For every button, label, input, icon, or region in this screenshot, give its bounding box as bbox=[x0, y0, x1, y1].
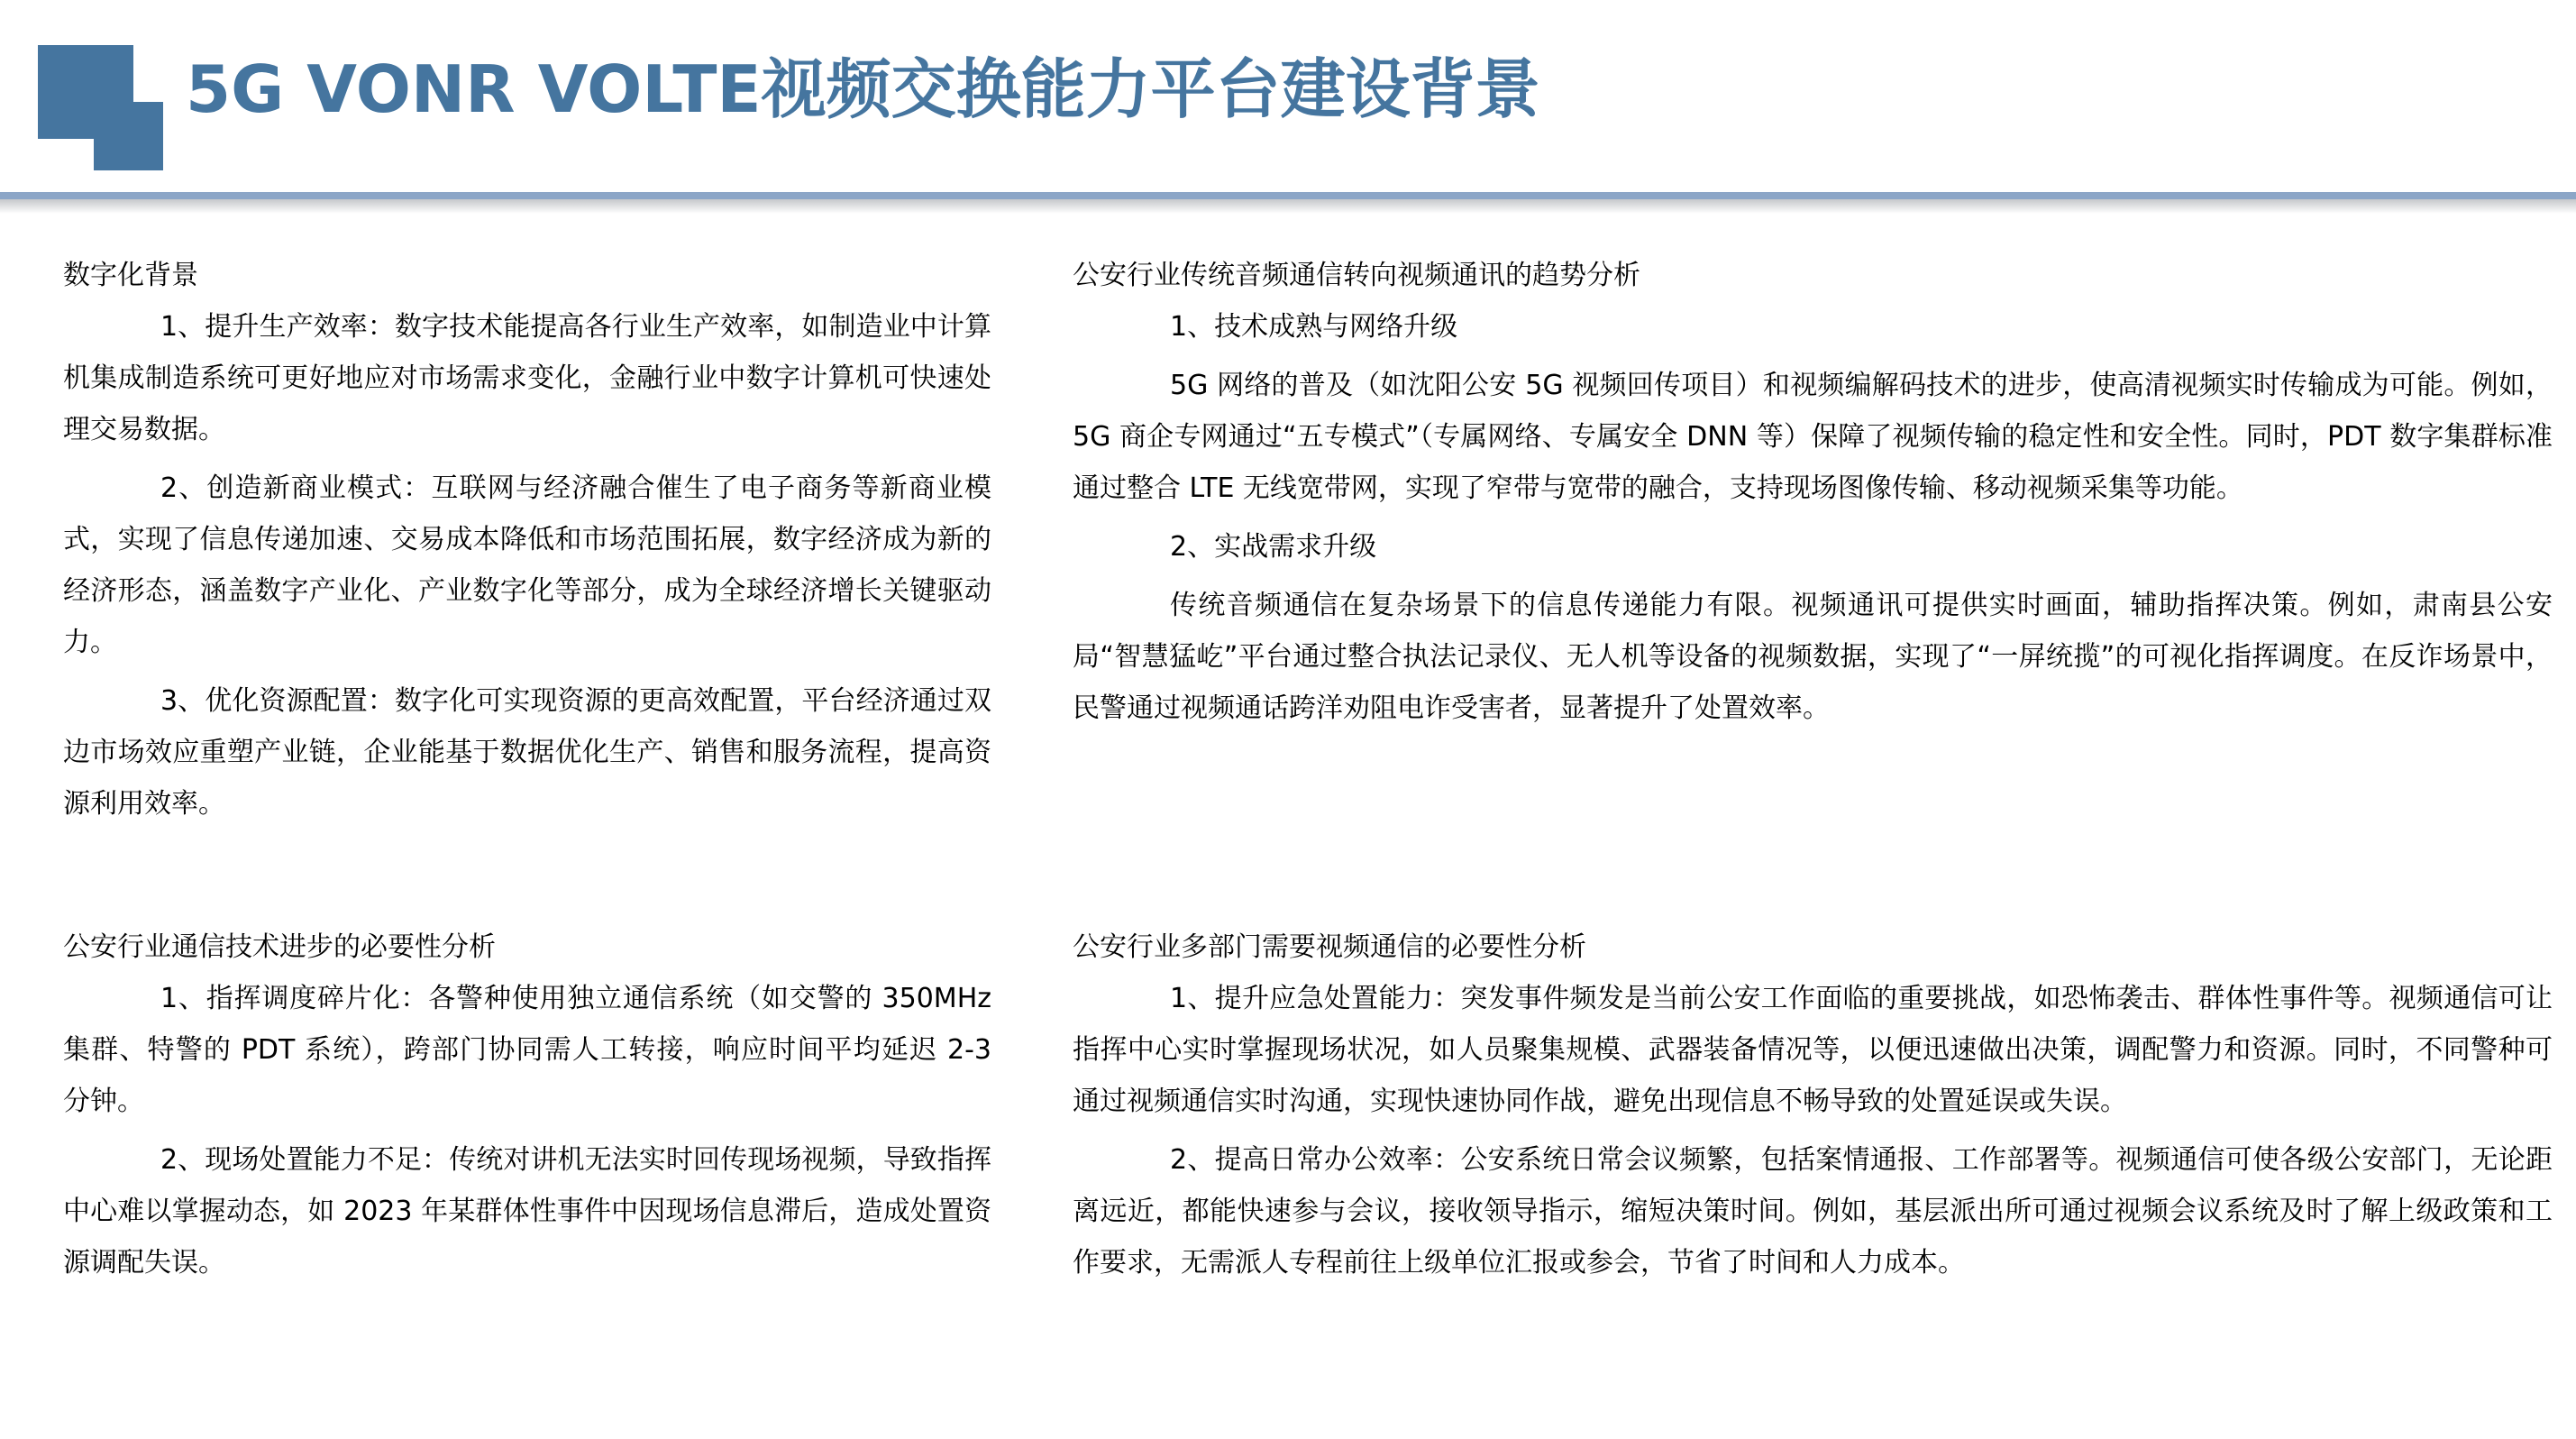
paragraph: 1、技术成熟与网络升级 bbox=[1170, 311, 1458, 343]
section-digitalization-background bbox=[63, 250, 991, 829]
section-heading: 公安行业多部门需要视频通信的必要性分析 bbox=[1073, 931, 1586, 963]
section-communication-tech-necessity bbox=[63, 921, 991, 1288]
paragraph: 2、现场处置能力不足：传统对讲机无法实时回传现场视频，导致指挥中心难以掌握动态，如 2023 年某群体性事件中因现场信息滞后，造成处置资源调配失误。 bbox=[63, 1144, 991, 1279]
paragraph: 传统音频通信在复杂场景下的信息传递能力有限。视频通讯可提供实时画面，辅助指挥决策。例如，肃南县公安局“智慧猛屹”平台通过整合执法记录仪、无人机等设备的视频数据，实现了“一屏统揽”的可视化指挥调度。在反诈场景中，民警通过视频通话跨洋劝阻电诈受害者，显著提升了处置效率。 bbox=[1073, 590, 2553, 724]
paragraph: 1、指挥调度碎片化：各警种使用独立通信系统（如交警的 350MHz 集群、特警的 PDT 系统），跨部门协同需人工转接，响应时间平均延迟 2-3 分钟。 bbox=[63, 983, 991, 1117]
section-heading: 数字化背景 bbox=[63, 260, 198, 291]
section-audio-to-video-trend bbox=[1073, 250, 2553, 734]
paragraph: 2、创造新商业模式：互联网与经济融合催生了电子商务等新商业模式，实现了信息传递加速、交易成本降低和市场范围拓展，数字经济成为新的经济形态，涵盖数字产业化、产业数字化等部分，成为全球经济增长关键驱动力。 bbox=[63, 472, 991, 658]
title-divider-line bbox=[0, 192, 2576, 199]
paragraph: 2、提高日常办公效率：公安系统日常会议频繁，包括案情通报、工作部署等。视频通信可使各级公安部门，无论距离远近，都能快速参与会议，接收领导指示，缩短决策时间。例如，基层派出所可通过视频会议系统及时了解上级政策和工作要求，无需派人专程前往上级单位汇报或参会，节省了时间和人力成本。 bbox=[1073, 1144, 2553, 1279]
logo-square-small bbox=[94, 102, 163, 170]
section-heading: 公安行业通信技术进步的必要性分析 bbox=[63, 931, 496, 963]
paragraph: 3、优化资源配置：数字化可实现资源的更高效配置，平台经济通过双边市场效应重塑产业链，企业能基于数据优化生产、销售和服务流程，提高资源利用效率。 bbox=[63, 685, 991, 820]
section-multi-department-video-necessity bbox=[1073, 921, 2553, 1288]
paragraph: 5G 网络的普及（如沈阳公安 5G 视频回传项目）和视频编解码技术的进步，使高清视频实时传输成为可能。例如，5G 商企专网通过“五专模式”（专属网络、专属安全 DNN 等）保障了视频传输的稳定性和安全性。同时，PDT 数字集群标准通过整合 LTE 无线宽带网，实现了窄带与宽带的融合，支持现场图像传输、移动视频采集等功能。 bbox=[1073, 370, 2553, 504]
paragraph: 1、提升应急处置能力：突发事件频发是当前公安工作面临的重要挑战，如恐怖袭击、群体性事件等。视频通信可让指挥中心实时掌握现场状况，如人员聚集规模、武器装备情况等，以便迅速做出决策，调配警力和资源。同时，不同警种可通过视频通信实时沟通，实现快速协同作战，避免出现信息不畅导致的处置延误或失误。 bbox=[1073, 983, 2553, 1117]
paragraph: 1、提升生产效率：数字技术能提高各行业生产效率，如制造业中计算机集成制造系统可更好地应对市场需求变化，金融行业中数字计算机可快速处理交易数据。 bbox=[63, 311, 991, 445]
page-title: 5G VONR VOLTE视频交换能力平台建设背景 bbox=[186, 51, 1540, 127]
paragraph: 2、实战需求升级 bbox=[1170, 531, 1377, 563]
section-heading: 公安行业传统音频通信转向视频通讯的趋势分析 bbox=[1073, 260, 1640, 291]
title-divider-shadow bbox=[0, 199, 2576, 214]
